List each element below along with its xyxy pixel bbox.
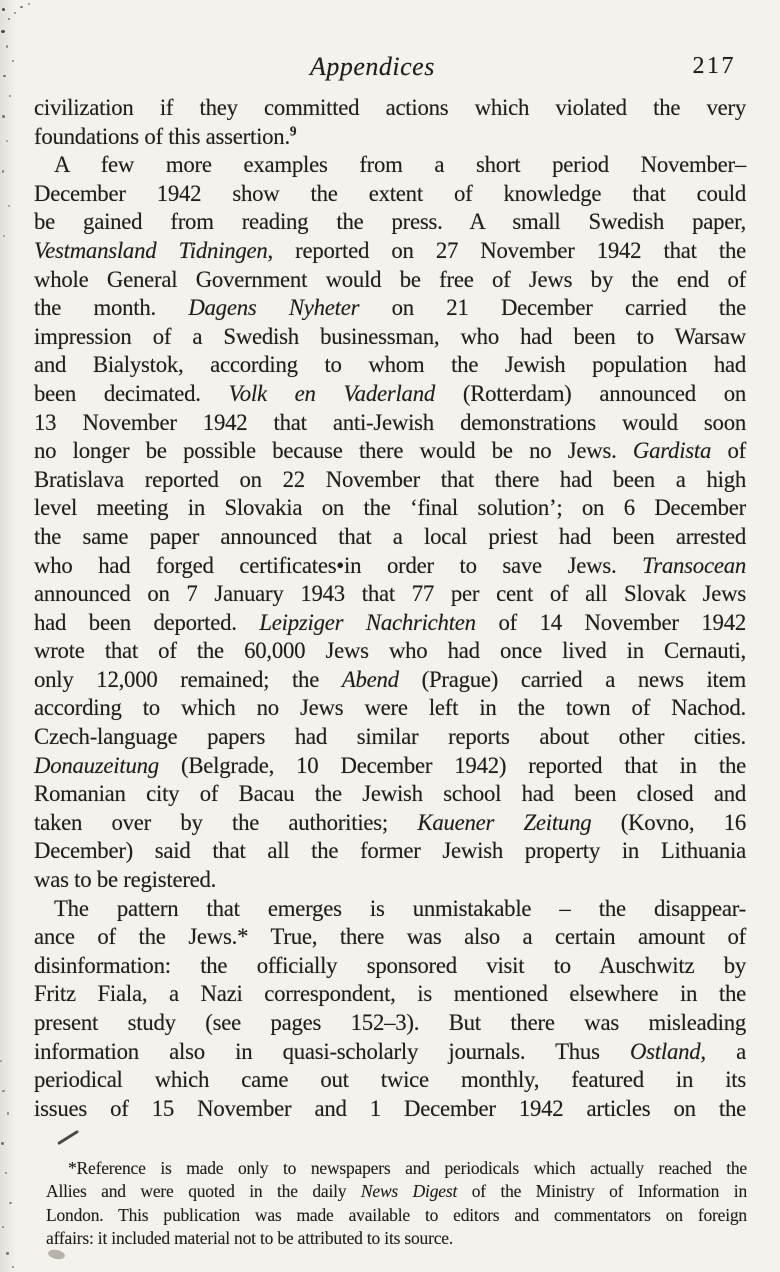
scan-speckle [2,170,4,173]
text-line: whole General Government would be free of Jews by the end of [34,266,746,292]
scan-speckle [2,115,5,118]
text-line: *Reference is made only to newspapers and periodicals which actually reached the [68,1158,747,1178]
scan-speckle [14,12,16,14]
text-line: London. This publication was made available to editors and commentators on foreign [46,1204,747,1225]
running-head-title: Appendices [310,52,435,81]
text-line: Donauzeitung (Belgrade, 10 December 1942) reported that in the [34,752,746,778]
scan-speckle [20,6,23,8]
scan-speckle [0,1060,2,1062]
text-line: impression of a Swedish businessman, who had been to Warsaw [34,323,746,349]
scan-speckle [6,140,8,142]
scan-speckle [2,8,5,11]
scan-speckle [6,45,8,48]
text-line: The pattern that emerges is unmistakable – the disappear- [54,895,746,921]
text-line: and Bialystok, according to whom the Jewish population had [34,352,746,378]
paragraph [34,94,746,151]
text-line: information also in quasi-scholarly journals. Thus Ostland, a [34,1038,746,1064]
scan-speckle [12,60,14,62]
scan-speckle [7,1112,9,1115]
text-line: according to which no Jews were left in the town of Nachod. [34,695,746,721]
text-line: December 1942 show the extent of knowledge that could [34,180,746,206]
scan-speckle [12,1266,14,1268]
text-line: ance of the Jews.* True, there was also a certain amount of [34,924,746,950]
scan-speckle [3,235,5,237]
text-line: taken over by the authorities; Kauener Zeitung (Kovno, 16 [34,809,746,835]
text-line: was to be registered. [34,867,217,893]
page-header [34,52,746,86]
text-line: A few more examples from a short period November– [54,152,746,178]
text-line: disinformation: the officially sponsored visit to Auschwitz by [34,952,746,978]
text-line: civilization if they committed actions which violated the very [34,95,746,120]
text-line: be gained from reading the press. A small Swedish paper, [34,209,746,235]
text-line: Allies and were quoted in the daily News Digest of the Ministry of Information in [46,1181,748,1202]
text-line: 13 November 1942 that anti-Jewish demonstrations would soon [34,409,746,435]
text-line: issues of 15 November and 1 December 1942 articles on the [34,1095,746,1121]
text-line: level meeting in Slovakia on the ‘final solution’; on 6 December [34,495,746,521]
paragraph [46,1157,747,1251]
text-line: periodical which came out twice monthly, featured in its [34,1067,746,1093]
text-line: foundations of this assertion.$^9$ [34,123,297,149]
scan-speckle [1,1142,4,1145]
paragraph [34,895,746,1124]
text-line: affairs: it included material not to be attributed to its source. [46,1228,454,1249]
text-line: had been deported. Leipziger Nachrichten of 14 November 1942 [34,609,746,635]
scan-speckle [2,1226,4,1228]
scan-speckle [9,95,11,97]
text-line: Czech-language papers had similar reports about other cities. [34,724,746,750]
footnote [46,1157,747,1251]
scan-speckle [28,3,30,5]
text-line: the same paper announced that a local priest had been arrested [34,523,746,549]
scan-speckle [8,18,10,20]
scan-speckle [2,1090,5,1092]
text-line: no longer be possible because there would be no Jews. Gardista of [34,438,746,464]
text-line: Romanian city of Bacau the Jewish school had been closed and [34,781,746,807]
pencil-mark [57,1130,79,1145]
text-line: the month. Dagens Nyheter on 21 December carried the [34,295,746,321]
text-line: who had forged certificates•in order to save Jews. Transocean [34,552,746,578]
text-line: Vestmansland Tidningen, reported on 27 November 1942 that the [34,237,747,263]
text-line: announced on 7 January 1943 that 77 per cent of all Slovak Jews [34,581,746,607]
body-text [34,94,746,1123]
paragraph [34,151,746,894]
text-line: been decimated. Volk en Vaderland (Rotterdam) announced on [34,380,746,406]
scan-speckle [9,1202,12,1204]
page-number: 217 [692,53,736,79]
text-line: wrote that of the 60,000 Jews who had once lived in Cernauti, [34,638,746,664]
scan-speckle [6,1252,9,1255]
text-line: only 12,000 remained; the Abend (Prague) carried a news item [34,666,746,692]
scan-speckle [5,1172,7,1174]
text-line: present study (see pages 152–3). But there was misleading [34,1010,746,1035]
text-line: Bratislava reported on 22 November that there had been a high [34,466,746,492]
scan-speckle [8,205,10,207]
text-line: Fritz Fiala, a Nazi correspondent, is mentioned elsewhere in the [34,981,746,1007]
scan-speckle [1,30,5,33]
scan-speckle [3,75,6,77]
text-line: December) said that all the former Jewish property in Lithuania [34,838,746,864]
